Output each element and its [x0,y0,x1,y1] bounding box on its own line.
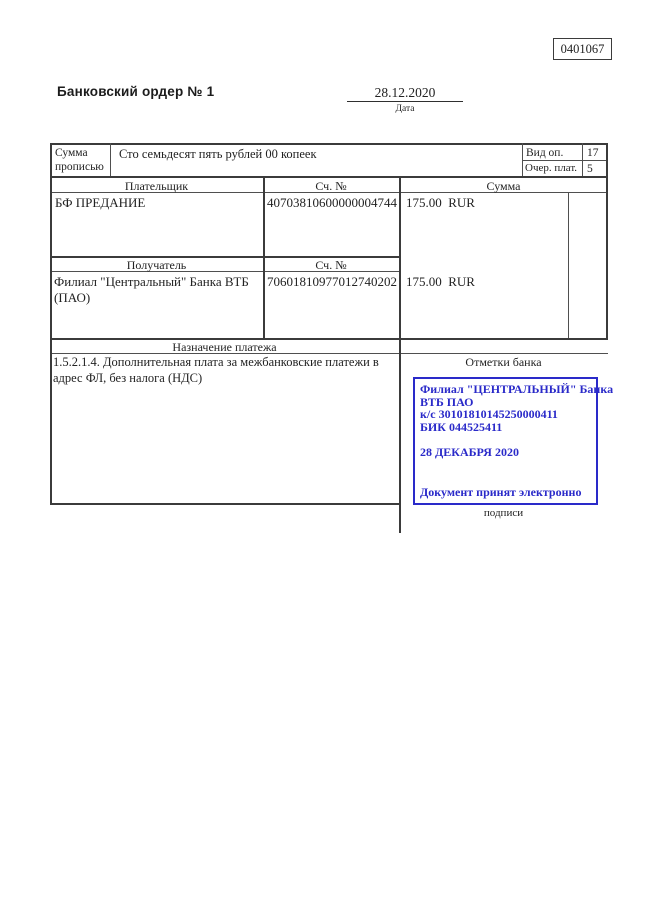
document-title: Банковский ордер № 1 [57,84,215,99]
grid-line-op-value-left [582,143,583,176]
amount-words-label-line2: прописью [55,161,104,173]
grid-line-right-edge [606,143,608,338]
grid-line-payer-account-divider [263,176,265,338]
form-code: 0401067 [560,41,605,56]
grid-line-row1-bottom [50,176,608,178]
op-priority-label: Очер. плат. [525,162,578,174]
op-type-value: 17 [587,147,599,159]
date-value: 28.12.2020 [374,85,436,100]
bank-marks-header: Отметки банка [465,355,542,369]
payer-amount: 175.00 RUR [406,195,475,210]
recipient-column-header: Получатель [126,258,187,272]
date-underline [347,101,463,102]
date-label: Дата [395,104,415,114]
form-code-box [553,38,612,60]
purpose-text: 1.5.2.1.4. Дополнительная плата за межбанковские платежи в адрес ФЛ, без налога (НДС) [53,355,379,385]
stamp-line-2: ВТБ ПАО [420,394,474,409]
purpose-header: Назначение платежа [172,340,277,354]
stamp-date: 28 ДЕКАБРЯ 2020 [420,445,519,460]
stamp-line-4: БИК 044525411 [420,419,503,434]
amount-column-header: Сумма [486,179,521,193]
stamp-line-1: Филиал "ЦЕНТРАЛЬНЫЙ" Банка [420,382,614,396]
grid-line-op-label-left [522,143,523,176]
recipient-amount: 175.00 RUR [406,274,475,289]
grid-line-narrow-column [568,192,569,338]
signatures-label: подписи [483,507,524,519]
stamp-line-3: к/с 30101810145250000411 [420,407,558,422]
payer-account: 40703810600000004744 [267,195,397,210]
op-type-label: Вид оп. [526,147,564,159]
bank-stamp [413,377,614,505]
grid-line-top [50,143,608,145]
stamp-footer: Документ принят электронно [420,485,582,500]
payer-column-header: Плательщик [124,179,189,193]
grid-line-op-divider [522,160,608,161]
recipient-account-column-header: Сч. № [315,258,347,272]
amount-words-value: Сто семьдесят пять рублей 00 копеек [119,147,317,161]
op-priority-value: 5 [587,163,593,175]
amount-words-label-line1: Сумма [55,147,88,159]
grid-line-purpose-bottom [50,503,399,505]
recipient-account: 70601810977012740202 [267,274,397,289]
grid-line-left-edge [50,143,52,505]
payer-account-column-header: Сч. № [315,179,347,193]
payer-name: БФ ПРЕДАНИЕ [55,195,146,210]
recipient-name: Филиал "Центральный" Банка ВТБ (ПАО) [54,274,249,305]
grid-line-sum-label-right [110,143,111,176]
